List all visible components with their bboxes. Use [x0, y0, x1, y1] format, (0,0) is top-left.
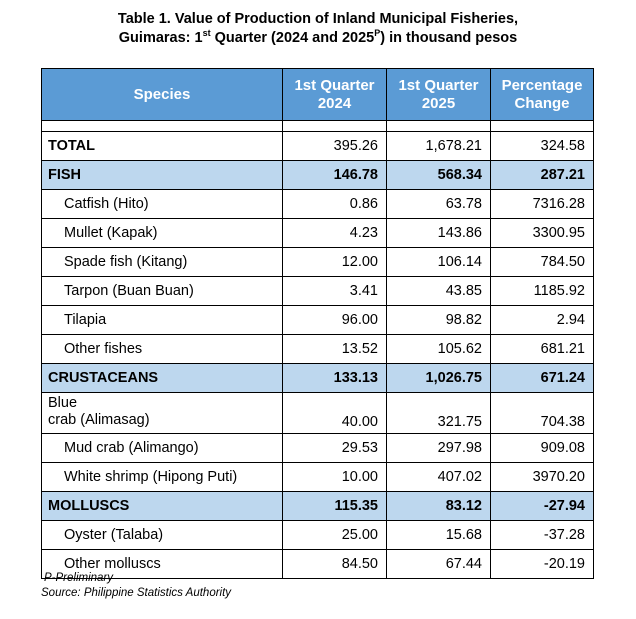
table-row: Other fishes 13.52 105.62 681.21	[42, 335, 594, 364]
group-row-crustaceans: CRUSTACEANS 133.13 1,026.75 671.24	[42, 364, 594, 393]
fisheries-production-table	[41, 68, 594, 579]
blue-crab-name-line-1: Blue	[48, 395, 78, 411]
source-note: Source: Philippine Statistics Authority	[41, 587, 232, 599]
header-percentage-change: Percentage Change	[491, 69, 594, 121]
spacer-row	[42, 121, 594, 132]
group-row-molluscs: MOLLUSCS 115.35 83.12 -27.94	[42, 492, 594, 521]
header-row	[42, 69, 594, 121]
table-row: Other molluscs 84.50 67.44 -20.19	[42, 550, 594, 579]
table-row: Blue crab (Alimasag) 40.00 321.75 704.38	[42, 393, 594, 434]
total-row: TOTAL 395.26 1,678.21 324.58	[42, 132, 594, 161]
table-row: Tilapia 96.00 98.82 2.94	[42, 306, 594, 335]
header-species: Species	[42, 69, 283, 121]
table-row: Catfish (Hito) 0.86 63.78 7316.28	[42, 190, 594, 219]
header-q2025: 1st Quarter 2025	[387, 69, 491, 121]
table-notes	[41, 571, 231, 601]
group-row-fish: FISH 146.78 568.34 287.21	[42, 161, 594, 190]
table-row: Oyster (Talaba) 25.00 15.68 -37.28	[42, 521, 594, 550]
table-row: Tarpon (Buan Buan) 3.41 43.85 1185.92	[42, 277, 594, 306]
title-line-1: Table 1. Value of Production of Inland Municipal Fisheries,	[117, 11, 519, 27]
table-title	[0, 10, 636, 48]
title-line-2: Guimaras: 1st Quarter (2024 and $2025^P$) in thousand pesos	[118, 28, 518, 46]
header-q2024: 1st Quarter 2024	[283, 69, 387, 121]
table-row: Mud crab (Alimango) 29.53 297.98 909.08	[42, 434, 594, 463]
table-row: White shrimp (Hipong Puti) 10.00 407.02 3970.20	[42, 463, 594, 492]
preliminary-note: P-Preliminary	[44, 572, 114, 584]
blue-crab-name-line-2: crab (Alimasag)	[48, 412, 150, 428]
table-row: Spade fish (Kitang) 12.00 106.14 784.50	[42, 248, 594, 277]
table-row: Mullet (Kapak) 4.23 143.86 3300.95	[42, 219, 594, 248]
